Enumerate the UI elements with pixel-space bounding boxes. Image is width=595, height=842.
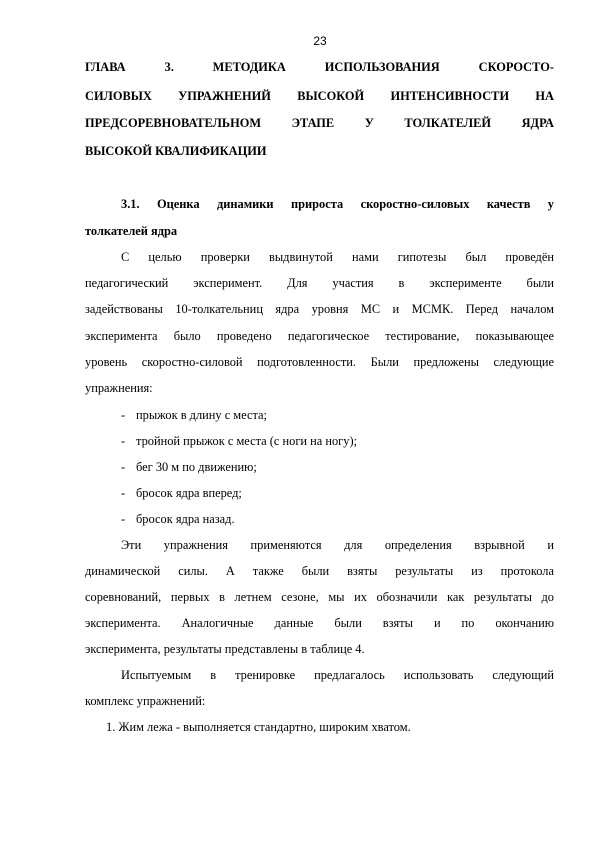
page-number: 23 <box>313 34 327 48</box>
list-dash: - <box>121 512 126 526</box>
paragraph-line: задействованы 10-толкательниц ядра уровня МС и МСМК. Перед началом <box>85 302 554 316</box>
chapter-title-line: ВЫСОКОЙ КВАЛИФИКАЦИИ <box>85 144 267 158</box>
paragraph-line: С целью проверки выдвинутой нами гипотезы был проведён <box>121 250 554 264</box>
list-item-text: бег 30 м по движению; <box>136 460 257 474</box>
section-heading-line: толкателей ядра <box>85 224 178 238</box>
paragraph-line: уровень скоростно-силовой подготовленности. Были предложены следующие <box>85 355 554 369</box>
paragraph-line: эксперимента было проведено педагогическое тестирование, показывающее <box>85 329 554 343</box>
paragraph-line: соревнований, первых в летнем сезоне, мы их обозначили как результаты до <box>85 590 554 604</box>
chapter-title-line: СИЛОВЫХ УПРАЖНЕНИЙ ВЫСОКОЙ ИНТЕНСИВНОСТИ НА <box>85 89 554 103</box>
paragraph-line: упражнения: <box>85 381 153 395</box>
paragraph-line: Испытуемым в тренировке предлагалось использовать следующий <box>121 668 554 682</box>
paragraph-line: эксперимента. Аналогичные данные были взяты и по окончанию <box>85 616 554 630</box>
list-dash: - <box>121 460 126 474</box>
list-item-text: прыжок в длину с места; <box>136 408 267 422</box>
list-dash: - <box>121 408 126 422</box>
list-dash: - <box>121 486 126 500</box>
list-item-text: бросок ядра вперед; <box>136 486 242 500</box>
list-item-text: тройной прыжок с места (с ноги на ногу); <box>136 434 358 448</box>
paragraph-line: педагогический эксперимент. Для участия в эксперименте были <box>85 276 554 290</box>
numbered-item: 1. Жим лежа - выполняется стандартно, широким хватом. <box>106 720 411 734</box>
paragraph-line: динамической силы. А также были взяты результаты из протокола <box>85 564 554 578</box>
paragraph-line: эксперимента, результаты представлены в таблице 4. <box>85 642 365 656</box>
chapter-title-line: ГЛАВА 3. МЕТОДИКА ИСПОЛЬЗОВАНИЯ СКОРОСТО- <box>85 60 554 74</box>
paragraph-line: Эти упражнения применяются для определения взрывной и <box>121 538 554 552</box>
paragraph-line: комплекс упражнений: <box>85 694 206 708</box>
list-dash: - <box>121 434 126 448</box>
list-item-text: бросок ядра назад. <box>136 512 235 526</box>
chapter-title-line: ПРЕДСОРЕВНОВАТЕЛЬНОМ ЭТАПЕ У ТОЛКАТЕЛЕЙ ЯДРА <box>85 116 554 130</box>
section-heading-line: 3.1. Оценка динамики прироста скоростно-силовых качеств у <box>121 197 554 211</box>
